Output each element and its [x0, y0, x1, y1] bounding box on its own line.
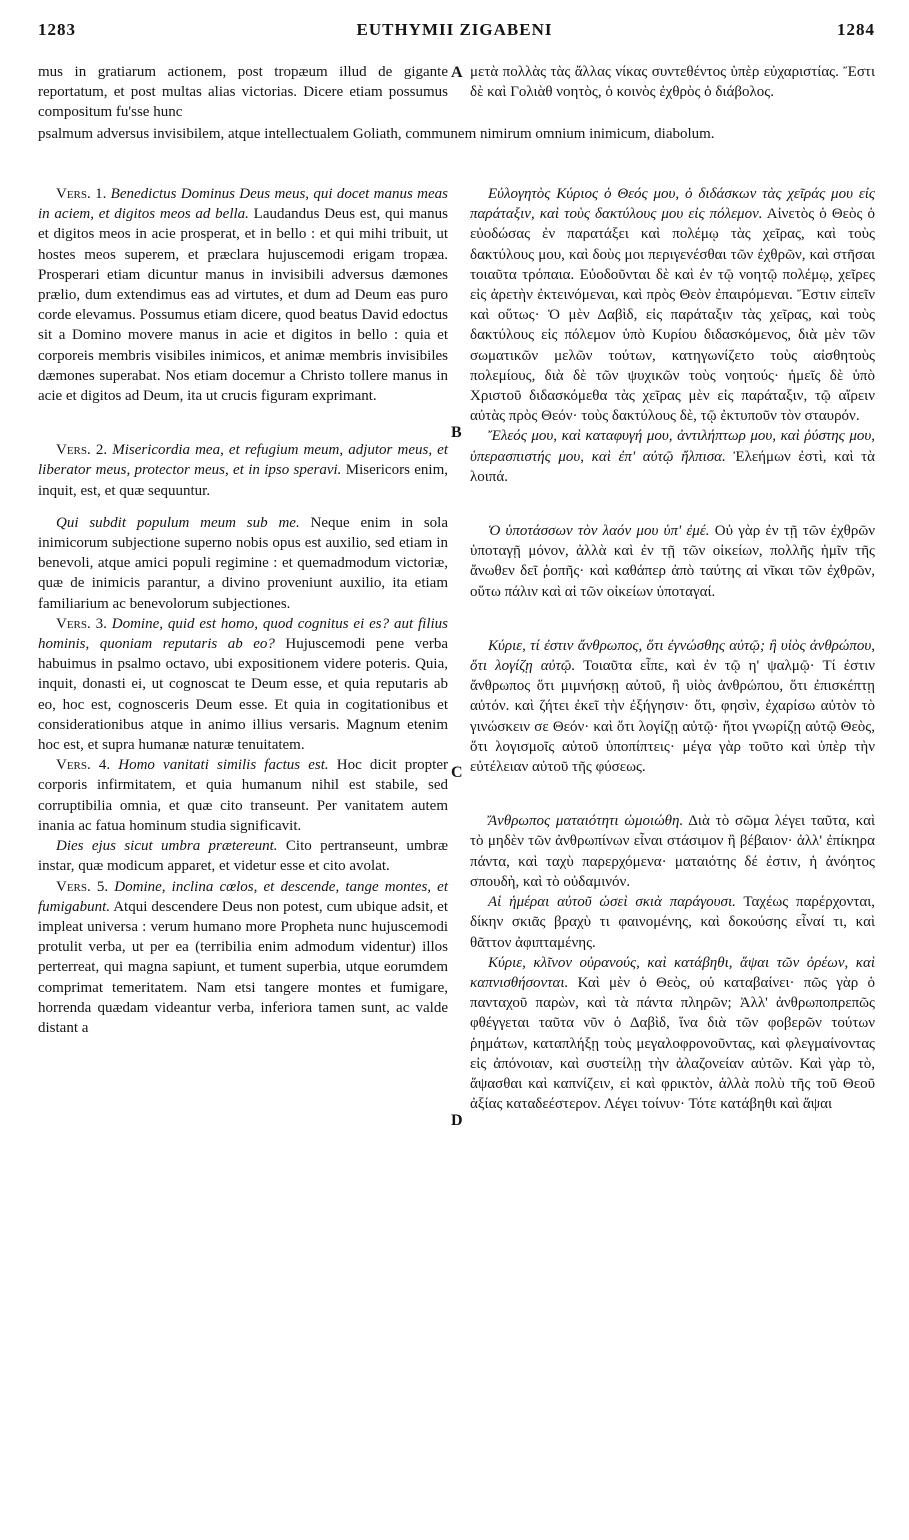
- greek-column: [470, 184, 875, 1114]
- verse-lemma: Ἔλεός μου, καὶ καταφυγή μου, ἀντιλήπτωρ μου, καὶ ῥύστης μου, ὑπερασπιστής μου, καὶ ἐπ' αὐτῷ ἤλπισα.: [470, 428, 875, 465]
- verse-label: Vers. 2.: [56, 442, 108, 459]
- verse-lemma: Domine, inclina cœlos, et descende, tange montes, et fumigabunt.: [38, 878, 449, 915]
- verse-5-greek: [470, 953, 875, 1115]
- verse-1-latin: [38, 184, 448, 406]
- latin-intro: mus in gratiarum actionem, post tropæum illud de gigante reportatum, et post multas alias victorias. Dicere etiam possumus compositum fu'sse hunc: [38, 64, 448, 121]
- verse-1-greek: [470, 184, 875, 426]
- margin-marker-a: A: [451, 64, 463, 81]
- verse-commentary: Hujuscemodi pene verba habuimus in psalmo octavo, ubi expositionem videre poteris. Quia, inquit, donasti ei, ut cognoscat te Deum esse, et quia reputaris ab eo, hoc est, cognosceris Deum esse. Et quia in cogitationibus et considerationibus atque in animo illius versaris. Magnum etenim hoc est, et supra humanæ naturæ tenuitatem.: [38, 636, 448, 754]
- verse-4-latin: [38, 755, 448, 836]
- verse-2b-greek: [470, 521, 875, 602]
- greek-intro: μετὰ πολλὰς τὰς ἄλλας νίκας συντεθέντος ὑπὲρ εὐχαριστίας. Ἔστι δὲ καὶ Γολιὰθ νοητὸς, ὁ κοινὸς ἐχθρὸς ὁ διάβολος.: [470, 64, 875, 101]
- verse-commentary: Atqui descendere Deus non potest, cum ubique adsit, et impleat universa : verum humano more Propheta nunc hujuscemodi protulit verba, ut per ea (terribilia enim admodum videntur) illos perterreat, qui magna sapiunt, et tument superbia, utque eorumdem comprimat temeritatem. Nam etsi tangere montes et fumigare, horrenda quædam videantur verba, inferiora tamen sunt, ac valde distant a: [38, 898, 448, 1036]
- verse-lemma: Dies ejus sicut umbra prætereunt.: [56, 838, 278, 855]
- verse-2-greek: [470, 426, 875, 487]
- margin-marker-d: D: [451, 1112, 463, 1129]
- verse-lemma: Qui subdit populum meum sub me.: [56, 514, 300, 531]
- verse-commentary: Ταχέως παρέρχονται, δίκην σκιᾶς βραχὺ τι φαινομένης, καὶ δοκούσης εἶναί τι, καὶ θᾶττον ἀφιπταμένης.: [470, 894, 875, 951]
- full-width-text: psalmum adversus invisibilem, atque intellectualem Goliath, communem nimirum omnium inimicum, diabolum.: [38, 126, 715, 142]
- verse-commentary: Misericors enim, inquit, est, et quæ sequuntur.: [38, 462, 448, 499]
- verse-2b-latin: [38, 513, 448, 614]
- full-width-line: [38, 124, 875, 144]
- verse-commentary: Διὰ τὸ σῶμα λέγει ταῦτα, καὶ τὸ μηδὲν τῶν ἀνθρωπίνων εἶναι στάσιμον ἢ βέβαιον· ἀλλ' ἐπίκηρα πάντα, καὶ ταχὺ παρερχόμενα· ματαιότης δέ ἐστιν, ἡ ἀνόητος σπουδὴ, καὶ τὸ οὐδαμινόν.: [470, 813, 875, 890]
- verse-lemma: Homo vanitati similis factus est.: [118, 757, 329, 774]
- margin-marker-b: B: [451, 424, 462, 441]
- verse-lemma: Misericordia mea, et refugium meum, adjutor meus, et liberator meus, protector meus, et in ipso speravi.: [38, 442, 448, 479]
- verse-lemma: Αἱ ἡμέραι αὐτοῦ ὡσεὶ σκιὰ παράγουσι.: [488, 894, 736, 911]
- verse-4-greek: [470, 811, 875, 892]
- verse-label: Vers. 3.: [56, 615, 107, 632]
- verse-lemma: Κύριε, κλῖνον οὐρανούς, καὶ κατάβηθι, ἅψαι τῶν ὀρέων, καὶ καπνισθήσονται.: [470, 954, 875, 991]
- verse-2-latin: [38, 440, 448, 501]
- verse-5-latin: [38, 877, 448, 1039]
- verse-4b-greek: [470, 892, 875, 953]
- left-column-top: [38, 62, 448, 123]
- verse-commentary: Neque enim in sola inimicorum subjectione superno nobis opus est auxilio, sed etiam in benevoli, atque amici populi regimine : et quemadmodum victoriæ, quæ de inimicis parantur, a divino proveniunt auxilio, ita etiam familiarium ac benevolorum subjectiones.: [38, 514, 448, 612]
- verse-4b-latin: [38, 836, 448, 876]
- latin-column: [38, 184, 448, 1038]
- verse-lemma: Κύριε, τί ἐστιν ἄνθρωπος, ὅτι ἐγνώσθης αὐτῷ; ἢ υἱὸς ἀνθρώπου, ὅτι λογίζῃ αὐτῷ.: [470, 637, 875, 675]
- running-title: EUTHYMII ZIGABENI: [356, 20, 553, 39]
- verse-commentary: Hoc dicit propter corporis infirmitatem, et quia humanum nihil est stabile, sed corruptibilia omnia, et quæ cito transeunt. Per vanitatem autem inania ac fatua hominum studia significavit.: [38, 757, 449, 834]
- verse-lemma: Ἄνθρωπος ματαιότητι ὡμοιώθη.: [488, 813, 684, 830]
- verse-commentary: Τοιαῦτα εἶπε, καὶ ἐν τῷ η' ψαλμῷ· Τί ἐστιν ἄνθρωπος ὅτι μιμνήσκῃ αὐτοῦ, ἢ υἱὸς ἀνθρώπου, ὅτι ἐπισκέπτῃ αὐτόν. καὶ ζήτει ἐκεῖ τὴν ἐξήγησιν· ὅτι, φησὶν, ἐχαρίσω αὐτὸν τὸ γινώσκειν σε Θεόν· καὶ ὅτι λογίζῃ αὐτῷ· ἤτοι γνωρίζῃ αὐτῷ Θεὸς, ὅτι λογισμοῖς αὐτοῦ ὑποπίπτεις· μέγα γὰρ τοῦτο καὶ ὑπὲρ τὴν εὐτέλειαν αὐτοῦ τῆς φύσεως.: [470, 658, 876, 776]
- margin-marker-c: C: [451, 764, 463, 781]
- page-header: [0, 20, 909, 48]
- verse-commentary: Cito pertranseunt, umbræ instar, quæ modicum apparet, et videtur esse et cito avolat.: [38, 838, 448, 875]
- page-number-right: 1284: [837, 20, 875, 39]
- verse-lemma: Ὁ ὑποτάσσων τὸν λαόν μου ὑπ' ἐμέ.: [488, 523, 710, 540]
- verse-commentary: Ἐλεήμων ἐστὶ, καὶ τὰ λοιπά.: [470, 448, 875, 485]
- verse-lemma: Domine, quid est homo, quod cognitus ei es? aut filius hominis, quoniam reputaris ab eo?: [38, 615, 449, 653]
- verse-lemma: Benedictus Dominus Deus meus, qui docet manus meas in aciem, et digitos meos ad bella.: [38, 186, 448, 223]
- right-column-top: [470, 62, 875, 102]
- verse-commentary: Οὐ γὰρ ἐν τῇ τῶν ἐχθρῶν ὑποταγῇ μόνον, ἀλλὰ καὶ ἐν τῇ τῶν οἰκείων, πολλῆς ἡμῖν τῆς ἄνωθεν δεῖ ῥοπῆς· καὶ καθάπερ ἀπὸ ταύτης αἱ νῖκαι τῶν ἐχθρῶν, οὕτω πάλιν καὶ αἱ τῶν οἰκείων ὑποταγαί.: [470, 523, 875, 600]
- verse-label: Vers. 4.: [56, 757, 111, 774]
- verse-label: Vers. 5.: [56, 878, 109, 895]
- verse-commentary: Καὶ μὲν ὁ Θεὸς, οὐ καταβαίνει· πῶς γὰρ ὁ πανταχοῦ παρὼν, καὶ τὰ πάντα πληρῶν; Ἀλλ' ἀνθρωποπρεπῶς φθέγγεται ταῦτα νῦν ὁ Δαβὶδ, ἵνα διὰ τῶν φοβερῶν τούτων ῥημάτων, καταπλήξῃ τοὺς μεγαλοφρονοῦντας, καὶ φλεγμαίνοντας εἰς ἀπόνοιαν, καὶ συστείλῃ τὴν ἀλαζονείαν αὐτῶν. Καὶ γὰρ τὸ, ἅψασθαι καὶ καπνίζειν, εἰ καὶ φρικτὸν, ἀλλὰ πολὺ τῆς τοῦ Θεοῦ ἀξίας καταδεέστερον. Λέγει τοίνυν· Τότε κατάβηθι καὶ ἅψαι: [470, 974, 875, 1113]
- page-number-left: 1283: [38, 20, 76, 39]
- verse-commentary: Laudandus Deus est, qui manus et digitos meos in acie prosperat, et in bello : et qui mihi tribuit, ut hostes meos superem, et præclara hujuscemodi erigam tropæa. Prosperari etiam dicuntur manus in invisibili adversus dæmones prælio, dum extendimus eas ad virtutes, et dum ad Deum eas puro corde elevamus. Possumus etiam dicere, quod beatus David edoctus sit a Domino movere manus in acie et digitos in bello : quia et corporeis membris visibiles inimicos, et animæ membris invisibiles dæmones superabat. Nos etiam docemur a Christo tollere manus in acie et digitos ad Deum, ita ut crucis figuram exprimant.: [38, 206, 449, 405]
- verse-commentary: Αἰνετὸς ὁ Θεὸς ὁ εὐοδώσας ἐν παρατάξει καὶ πολέμῳ τὰς χεῖρας, καὶ τοὺς δακτύλους μου, καὶ δοὺς μοι περιγενέσθαι τῶν ἐχθρῶν, καὶ στῆσαι τοιαῦτα τρόπαια. Εὐοδοῦνται δὲ καὶ ἐν τῷ νοητῷ πολέμῳ, χεῖρες εἰς ἀρετὴν ἐκτεινόμεναι, καὶ πρὸς Θεὸν ἐπαιρόμεναι. Ἔστιν εἰπεῖν καὶ οὕτως· Ὁ μὲν Δαβὶδ, εἰς παράταξιν τὰς χεῖρας, καὶ τοὺς δακτύλους εἰς πόλεμον ὑπὸ Κυρίου διδασκόμενος, διὰ μὲν τῶν σωματικῶν μελῶν τούτων, κατηγωνίζετο τοὺς αἰσθητοὺς πολεμίους, διὰ δὲ τῶν ψυχικῶν τοὺς νοητούς· ἡμεῖς δὲ ὑπὸ Χριστοῦ διδασκόμεθα τὰς χεῖρας μὲν εἰς παράταξιν, τῷ αἴρειν αὐτὰς πρὸς Θεόν· τοὺς δακτύλους δὲ, τῷ ἐκτυποῦν τὸν σταυρόν.: [470, 206, 875, 425]
- verse-3-greek: [470, 636, 875, 777]
- verse-lemma: Εὐλογητὸς Κύριος ὁ Θεός μου, ὁ διδάσκων τὰς χεῖράς μου εἰς παράταξιν, καὶ τοὺς δακτύλους μου εἰς πόλεμον.: [470, 186, 875, 223]
- verse-label: Vers. 1.: [56, 186, 107, 202]
- verse-3-latin: [38, 614, 448, 755]
